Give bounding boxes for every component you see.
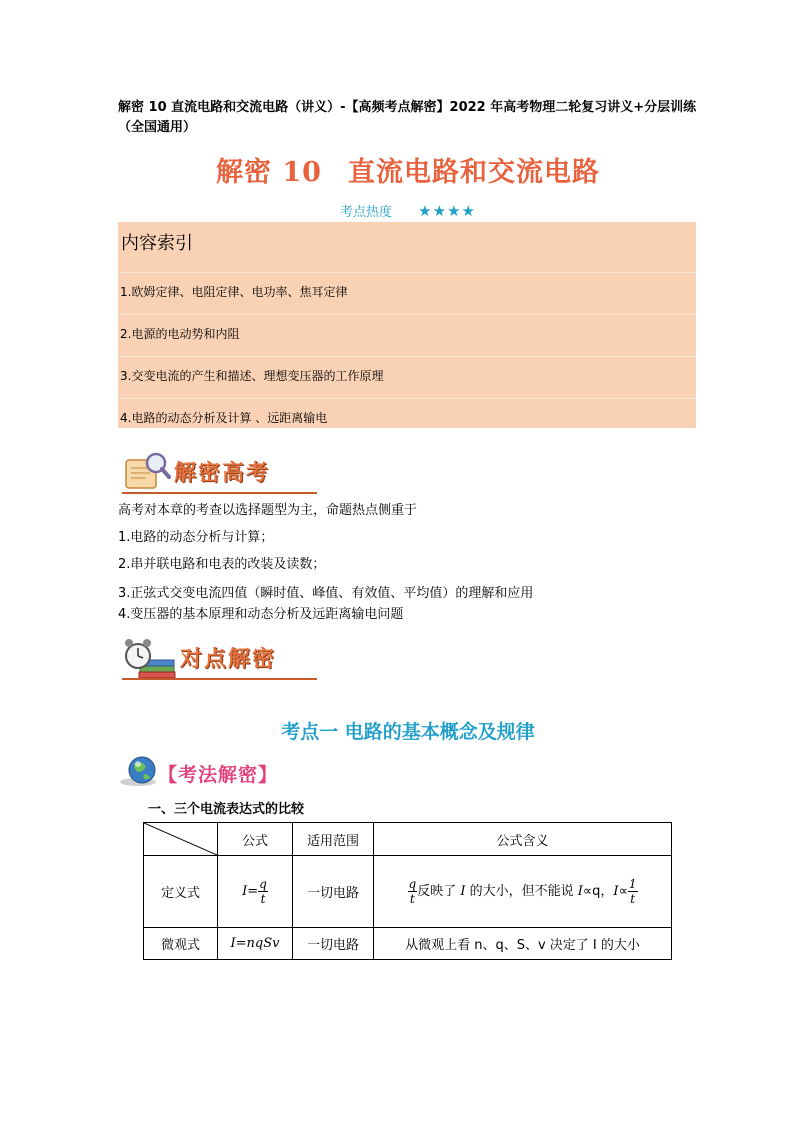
star-rating-icon: ★★★★ [418, 202, 476, 220]
intro-line: 1.电路的动态分析与计算； [118, 530, 274, 545]
table-cell: 一切电路 [293, 928, 374, 960]
banner-underline [122, 678, 317, 680]
intro-line: 3.正弦式交变电流四值（瞬时值、峰值、有效值、平均值）的理解和应用 [118, 586, 534, 601]
math-symbol: I [577, 884, 583, 899]
table-cell: 一切电路 [293, 856, 374, 928]
table-header-row [144, 823, 672, 856]
fraction-numerator: 1 [628, 877, 637, 891]
index-item: 3.交变电流的产生和描述、理想变压器的工作原理 [118, 357, 696, 399]
diagonal-header-cell [144, 823, 218, 856]
meaning-cell: 从微观上看 n、q、S、v 决定了 I 的大小 [374, 928, 672, 960]
exam-banner-label: 解密高考 [174, 461, 271, 486]
index-item: 1.欧姆定律、电阻定律、电功率、焦耳定律 [118, 273, 696, 315]
points-banner [122, 636, 317, 680]
fraction-denominator: t [260, 892, 266, 906]
fraction-denominator: t [409, 892, 415, 906]
formula-cell [218, 856, 293, 928]
table-row [144, 856, 672, 928]
math-symbol: I [613, 884, 619, 899]
intro-line: 4.变压器的基本原理和动态分析及远距离输电问题 [118, 607, 404, 622]
banner-underline [122, 492, 317, 494]
globe-icon [118, 752, 160, 792]
index-item: 2.电源的电动势和内阻 [118, 315, 696, 357]
intro-line: 2.串并联电路和电表的改装及读数； [118, 557, 326, 572]
meaning-cell [374, 856, 672, 928]
meaning-text: ∝ [618, 884, 628, 899]
method-banner-label: 【考法解密】 [158, 764, 279, 786]
fraction [258, 877, 268, 906]
index-item: 4.电路的动态分析及计算 、远距离输电 [120, 411, 328, 425]
formula-lhs: I= [242, 884, 259, 899]
fraction [628, 877, 638, 906]
chapter-name: 直流电路和交流电路 [347, 157, 600, 188]
intro-line: 高考对本章的考查以选择题型为主，命题热点侧重于 [118, 503, 418, 518]
exam-banner [122, 450, 317, 494]
content-index [118, 222, 696, 428]
subsection-heading: 一、三个电流表达式的比较 [148, 802, 305, 817]
fraction [408, 877, 418, 906]
meaning-text: 的大小，但不能说 [465, 884, 578, 899]
document-title: 解密 10 直流电路和交流电路（讲义）-【高频考点解密】2022 年高考物理二轮复习讲义+分层训练（全国通用） [118, 100, 697, 135]
fraction-denominator: t [630, 892, 636, 906]
table-header: 适用范围 [293, 823, 374, 856]
math-symbol: I [460, 884, 466, 899]
current-formula-table [143, 822, 672, 960]
alarm-clock-books-icon [122, 636, 178, 680]
chapter-number: 解密 10 [216, 157, 322, 188]
table-header: 公式含义 [374, 823, 672, 856]
method-banner [118, 752, 318, 792]
index-heading: 内容索引 [118, 222, 696, 273]
heat-label: 考点热度 [340, 205, 393, 220]
table-cell: 定义式 [144, 856, 218, 928]
points-banner-label: 对点解密 [180, 647, 277, 672]
notebook-magnifier-icon [122, 450, 172, 494]
fraction-numerator: q [408, 877, 417, 891]
meaning-text: 反映了 [417, 884, 461, 899]
formula-cell: I=nqSv [218, 928, 293, 960]
table-header: 公式 [218, 823, 293, 856]
meaning-text: ∝q， [582, 884, 614, 899]
heat-rating [118, 201, 698, 220]
section-title: 考点一 电路的基本概念及规律 [281, 721, 535, 743]
table-row [144, 928, 672, 960]
chapter-title [118, 150, 698, 189]
fraction-numerator: q [259, 877, 267, 891]
diagonal-line [144, 823, 217, 855]
table-cell: 微观式 [144, 928, 218, 960]
